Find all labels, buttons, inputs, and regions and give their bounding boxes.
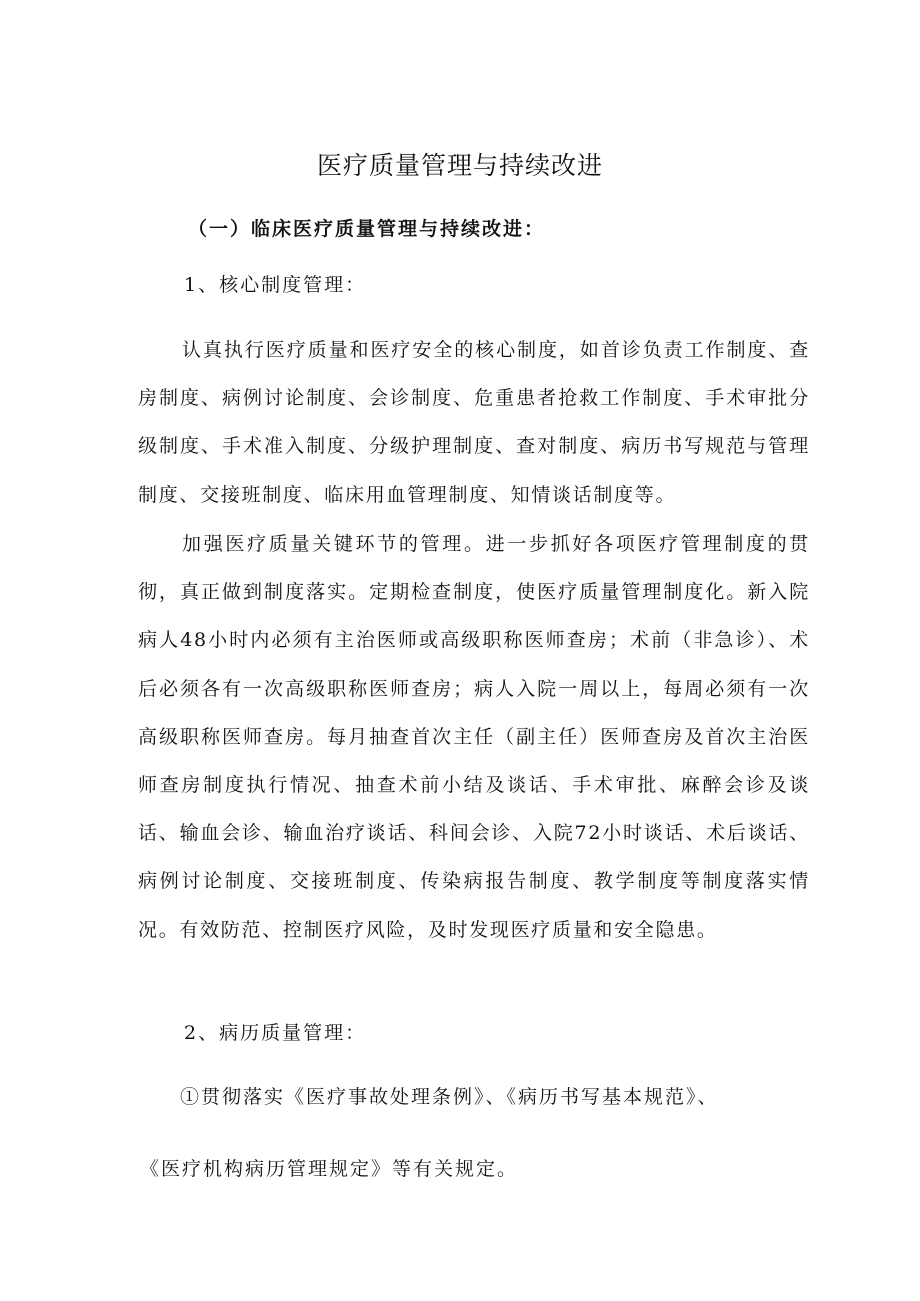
item2-label: 2、病历质量管理： <box>184 1022 367 1044</box>
key-link-paragraph: 加强医疗质量关键环节的管理。进一步抓好各项医疗管理制度的贯彻，真正做到制度落实。定期检查制度，使医疗质量管理制度化。新入院病人48小时内必须有主治医师或高级职称医师查房；术前（非急诊）、术后必须各有一次高级职称医师查房；病人入院一周以上，每周必须有一次高级职称医师查房。每月抽查首次主任（副主任）医师查房及首次主治医师查房制度执行情况、抽查术前小结及谈话、手术审批、麻醉会诊及谈话、输血会诊、输血治疗谈话、科间会诊、入院72小时谈话、术后谈话、病例讨论制度、交接班制度、传染病报告制度、教学制度等制度落实情况。有效防范、控制医疗风险，及时发现医疗质量和安全隐患。 <box>138 533 810 941</box>
regulation-line-2: 《医疗机构病历管理规定》等有关规定。 <box>140 1158 519 1180</box>
document-title: 医疗质量管理与持续改进 <box>316 151 603 180</box>
core-system-paragraph: 认真执行医疗质量和医疗安全的核心制度，如首诊负责工作制度、查房制度、病例讨论制度、会诊制度、危重患者抢救工作制度、手术审批分级制度、手术准入制度、分级护理制度、查对制度、病历书写规范与管理制度、交接班制度、临床用血管理制度、知情谈话制度等。 <box>138 339 810 506</box>
section-heading: （一）临床医疗质量管理与持续改进： <box>188 218 546 240</box>
regulation-line-1: ①贯彻落实《医疗事故处理条例》、《病历书写基本规范》、 <box>180 1086 719 1108</box>
item1-label: 1、核心制度管理： <box>184 274 367 296</box>
